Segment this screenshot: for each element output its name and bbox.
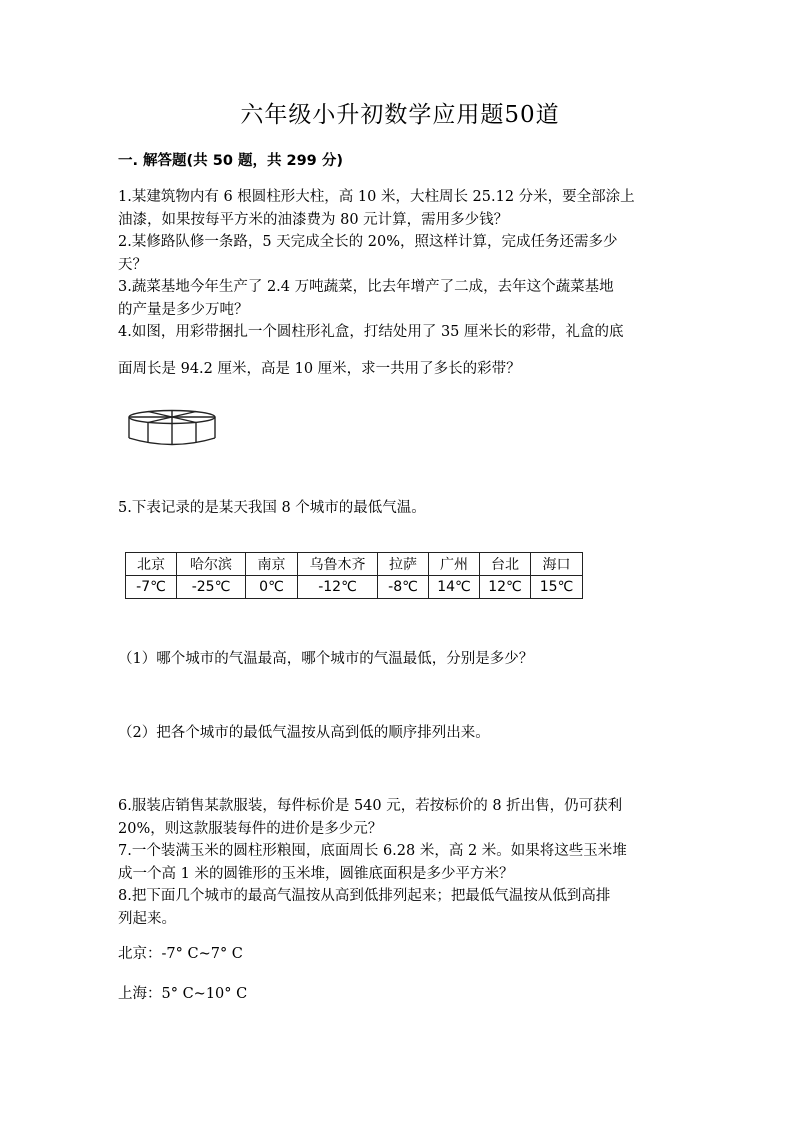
question-6-line-1: 6.服装店销售某款服装，每件标价是 540 元，若按标价的 8 折出售，仍可获利 [118, 798, 623, 814]
question-5 [118, 497, 688, 520]
question-5-sub-2-wrap [118, 722, 688, 745]
question-8-beijing: 北京：-7° C~7° C [118, 946, 243, 962]
question-4-line-1-wrap [118, 321, 688, 344]
table-cell: 乌鲁木齐 [298, 553, 378, 576]
question-4-line-2-wrap [118, 358, 688, 381]
table-cell: 台北 [480, 553, 531, 576]
table-row-temps [126, 576, 583, 599]
question-6 [118, 795, 688, 840]
question-4-line-2: 面周长是 94.2 厘米，高是 10 厘米，求一共用了多长的彩带？ [118, 361, 521, 377]
table-row-cities [126, 553, 583, 576]
table-cell: 拉萨 [378, 553, 429, 576]
table-cell: -25℃ [177, 576, 246, 599]
table-cell: 0℃ [246, 576, 298, 599]
table-cell: 15℃ [531, 576, 583, 599]
question-8-beijing-wrap [118, 943, 688, 966]
table-cell: 广州 [429, 553, 480, 576]
question-4-line-1: 4.如图，用彩带捆扎一个圆柱形礼盒，打结处用了 35 厘米长的彩带，礼盒的底 [118, 324, 624, 340]
question-5-sub-1-wrap [118, 648, 688, 671]
question-3 [118, 276, 688, 321]
question-8-shanghai: 上海：5° C~10° C [118, 986, 248, 1002]
table-cell: -12℃ [298, 576, 378, 599]
question-2 [118, 231, 688, 276]
table-cell: -7℃ [126, 576, 177, 599]
question-8-line-1: 8.把下面几个城市的最高气温按从高到低排列起来；把最低气温按从低到高排 [118, 888, 611, 904]
question-5-sub-2: （2）把各个城市的最低气温按从高到低的顺序排列出来。 [118, 725, 490, 741]
question-7-line-2: 成一个高 1 米的圆锥形的玉米堆，圆锥底面积是多少平方米？ [118, 865, 514, 882]
page-title: 六年级小升初数学应用题50道 [240, 102, 560, 128]
table-cell: 14℃ [429, 576, 480, 599]
temperature-table [125, 552, 583, 599]
question-1-line-1: 1.某建筑物内有 6 根圆柱形大柱，高 10 米，大柱周长 25.12 分米，要全部涂上 [118, 189, 635, 205]
question-7 [118, 840, 688, 885]
question-2-line-2: 天？ [118, 256, 147, 273]
question-7-line-1: 7.一个装满玉米的圆柱形粮囤，底面周长 6.28 米，高 2 米。如果将这些玉米堆 [118, 843, 627, 859]
question-3-line-2: 的产量是多少万吨？ [118, 301, 249, 318]
question-8-shanghai-wrap [118, 983, 688, 1006]
table-cell: 12℃ [480, 576, 531, 599]
table-cell: 海口 [531, 553, 583, 576]
table-cell: 南京 [246, 553, 298, 576]
question-3-line-1: 3.蔬菜基地今年生产了 2.4 万吨蔬菜，比去年增产了二成，去年这个蔬菜基地 [118, 279, 614, 295]
question-6-line-2: 20%，则这款服装每件的进价是多少元？ [118, 820, 383, 837]
question-1-line-2: 油漆，如果按每平方米的油漆费为 80 元计算，需用多少钱？ [118, 211, 509, 228]
table-cell: -8℃ [378, 576, 429, 599]
question-1 [118, 186, 688, 231]
question-5-line: 5.下表记录的是某天我国 8 个城市的最低气温。 [118, 500, 426, 516]
cylinder-gift-box-icon [126, 408, 218, 448]
section-heading: 一. 解答题(共 50 题，共 299 分) [118, 153, 343, 169]
question-5-sub-1: （1）哪个城市的气温最高，哪个城市的气温最低，分别是多少？ [118, 651, 534, 667]
question-8 [118, 885, 688, 930]
table-cell: 北京 [126, 553, 177, 576]
question-2-line-1: 2.某修路队修一条路，5 天完成全长的 20%，照这样计算，完成任务还需多少 [118, 234, 618, 250]
question-8-line-2: 列起来。 [118, 910, 176, 927]
table-cell: 哈尔滨 [177, 553, 246, 576]
